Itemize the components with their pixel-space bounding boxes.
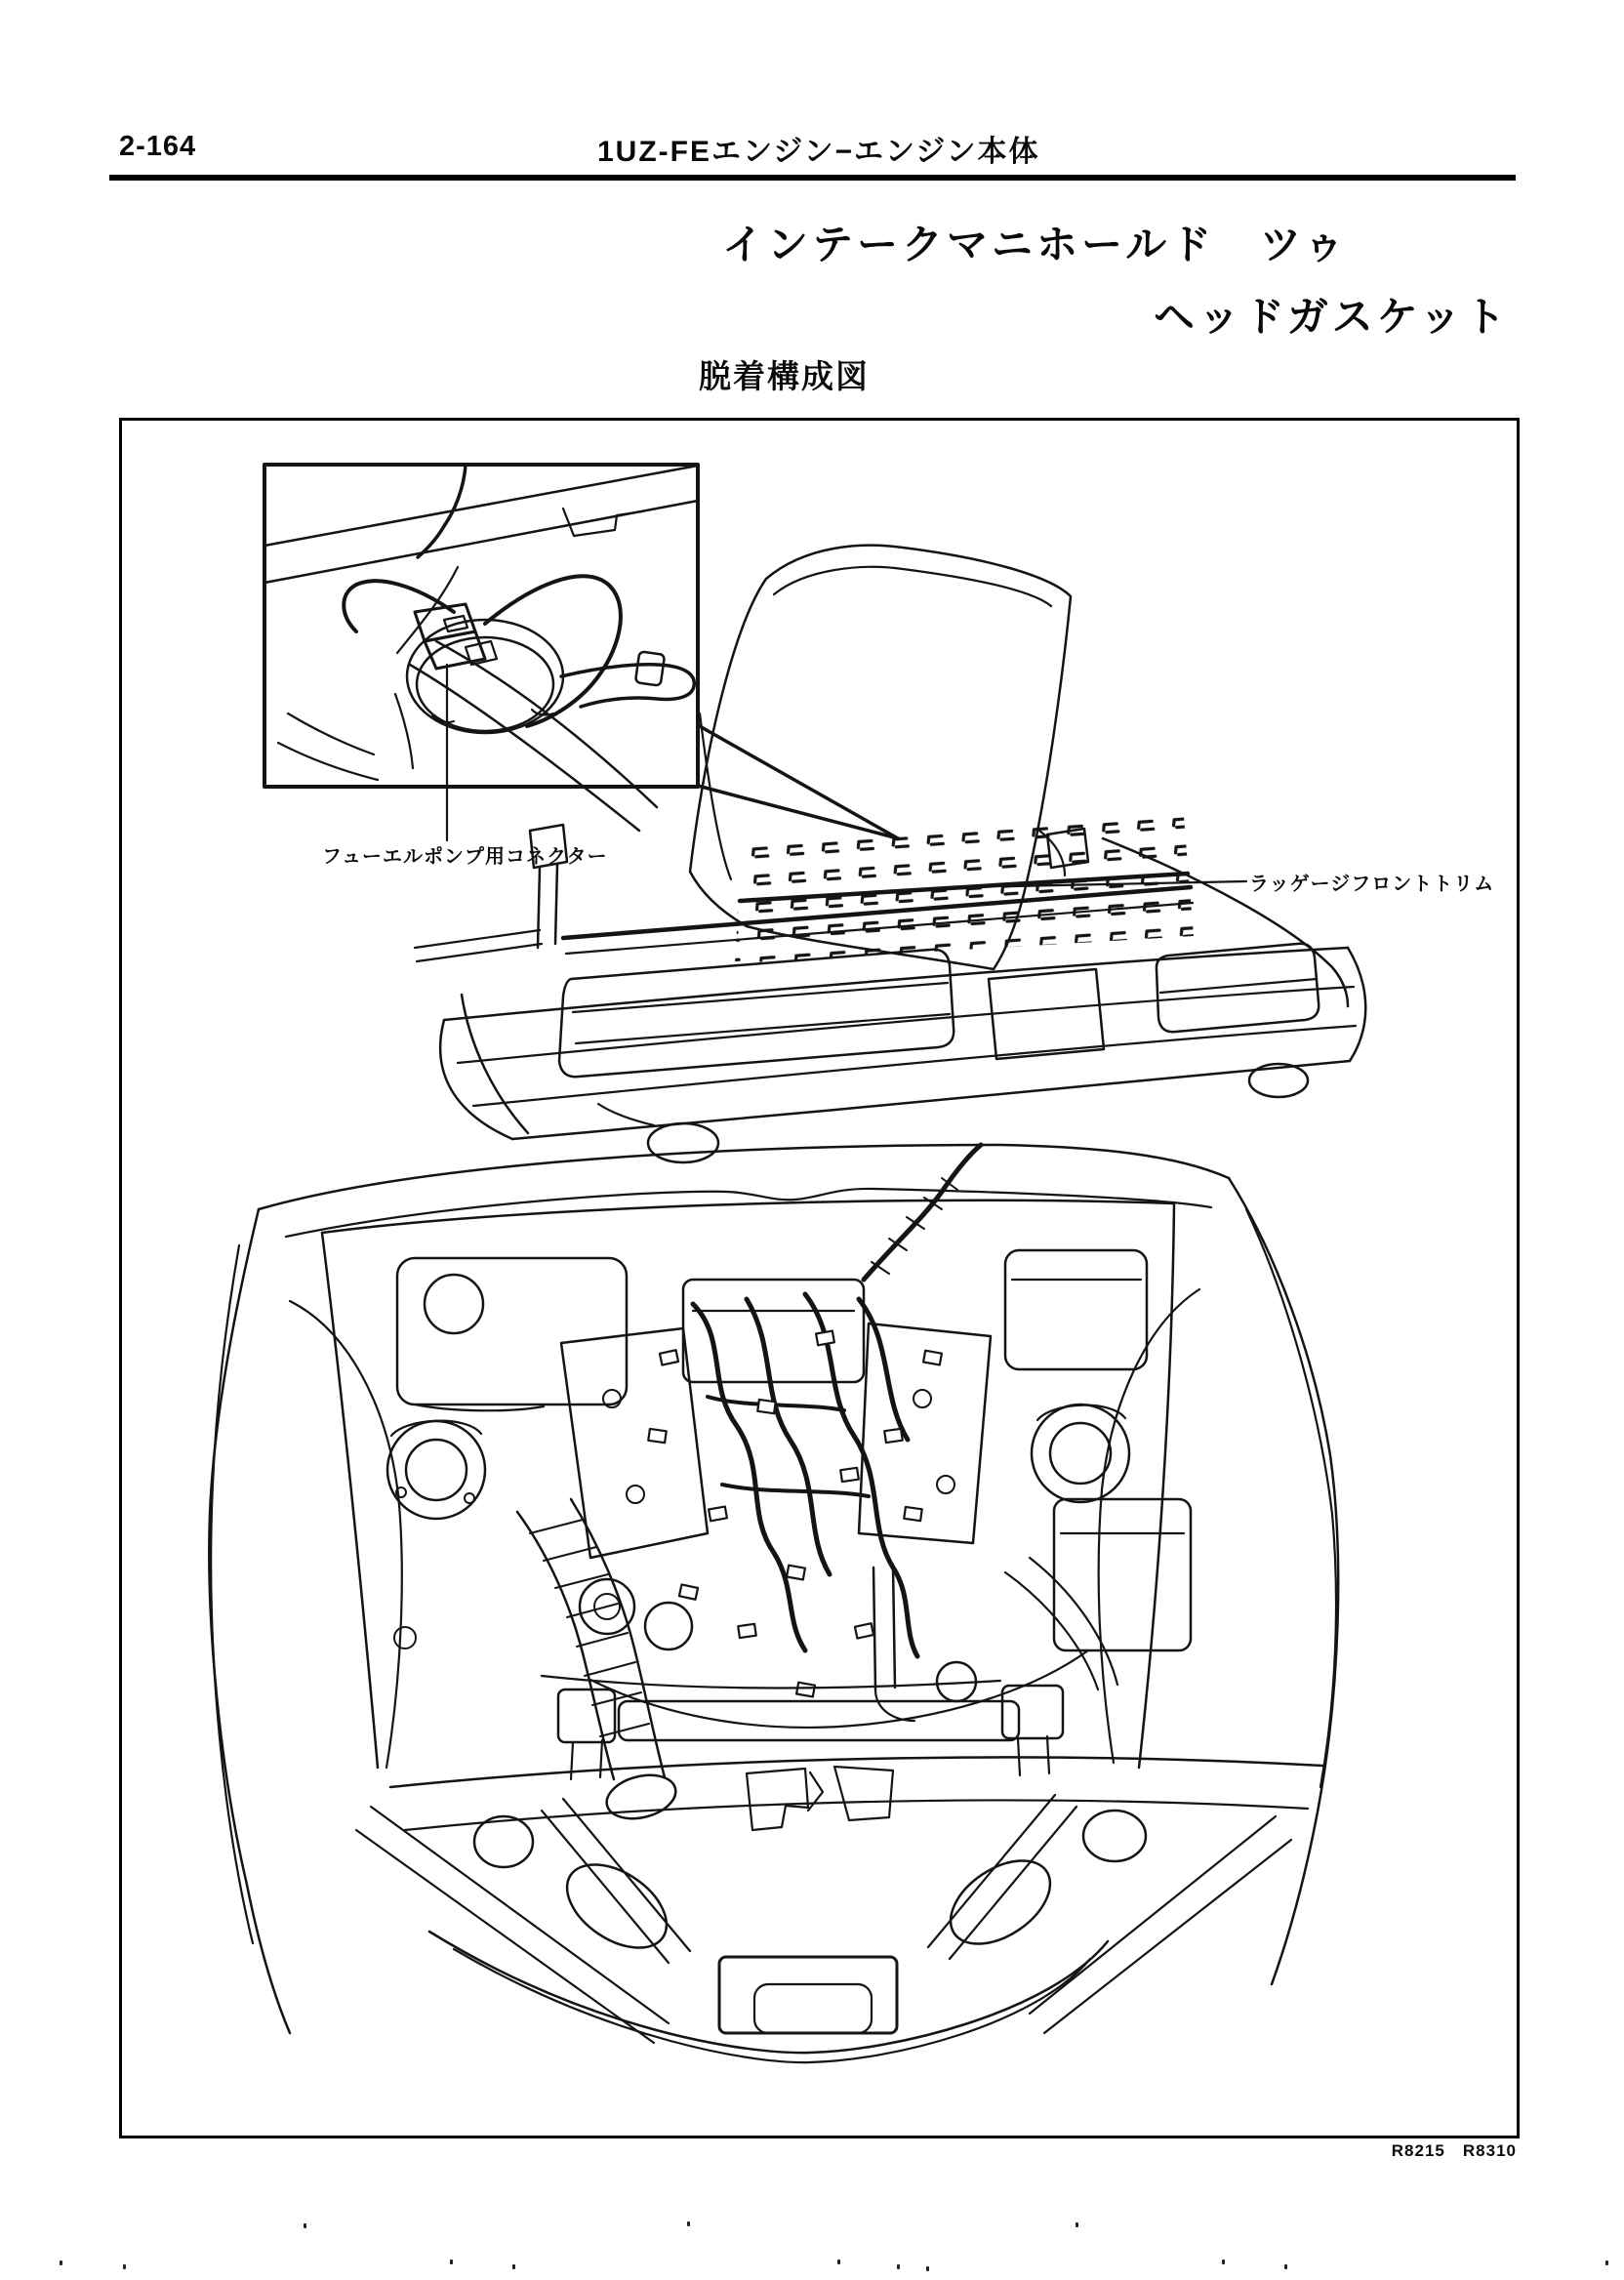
- label-luggage-front-trim: ラッゲージフロントトリム: [1249, 874, 1495, 895]
- section-heading-line1: インテークマニホールド ツゥ: [722, 222, 1349, 267]
- scan-speck: [1222, 2260, 1225, 2264]
- scan-speck: [837, 2260, 840, 2264]
- figure-frame: [119, 418, 1520, 2138]
- scan-speck: [1076, 2222, 1078, 2227]
- exploded-view-illustration: [122, 421, 1517, 2136]
- scan-speck: [60, 2260, 62, 2265]
- section-heading-line2: ヘッドガスケット: [1154, 294, 1510, 340]
- scan-speck: [926, 2266, 929, 2271]
- ref-code-left: R8215: [1391, 2141, 1445, 2160]
- label-fuel-pump-connector: フューエルポンプ用コネクター: [322, 846, 608, 868]
- ref-code-right: R8310: [1462, 2141, 1517, 2160]
- header-title: 1UZ-FEエンジン−エンジン本体: [597, 136, 1040, 168]
- car-engine-bay-view: [209, 1145, 1338, 2062]
- scan-speck: [687, 2221, 690, 2226]
- scan-speck: [1284, 2264, 1287, 2269]
- inset-detail-connector: [264, 465, 698, 787]
- figure-caption: 脱着構成図: [699, 358, 870, 394]
- scan-speck: [450, 2260, 453, 2264]
- figure-reference-codes: [1370, 2141, 1517, 2161]
- scan-speck: [1605, 2260, 1608, 2265]
- inset-pointer-wedge: [698, 725, 898, 838]
- scan-speck: [304, 2223, 306, 2228]
- scan-speck: [512, 2264, 515, 2269]
- page-number: 2-164: [119, 131, 197, 162]
- header-rule: [109, 175, 1516, 181]
- scan-speck: [897, 2264, 900, 2269]
- scan-speck: [123, 2264, 126, 2269]
